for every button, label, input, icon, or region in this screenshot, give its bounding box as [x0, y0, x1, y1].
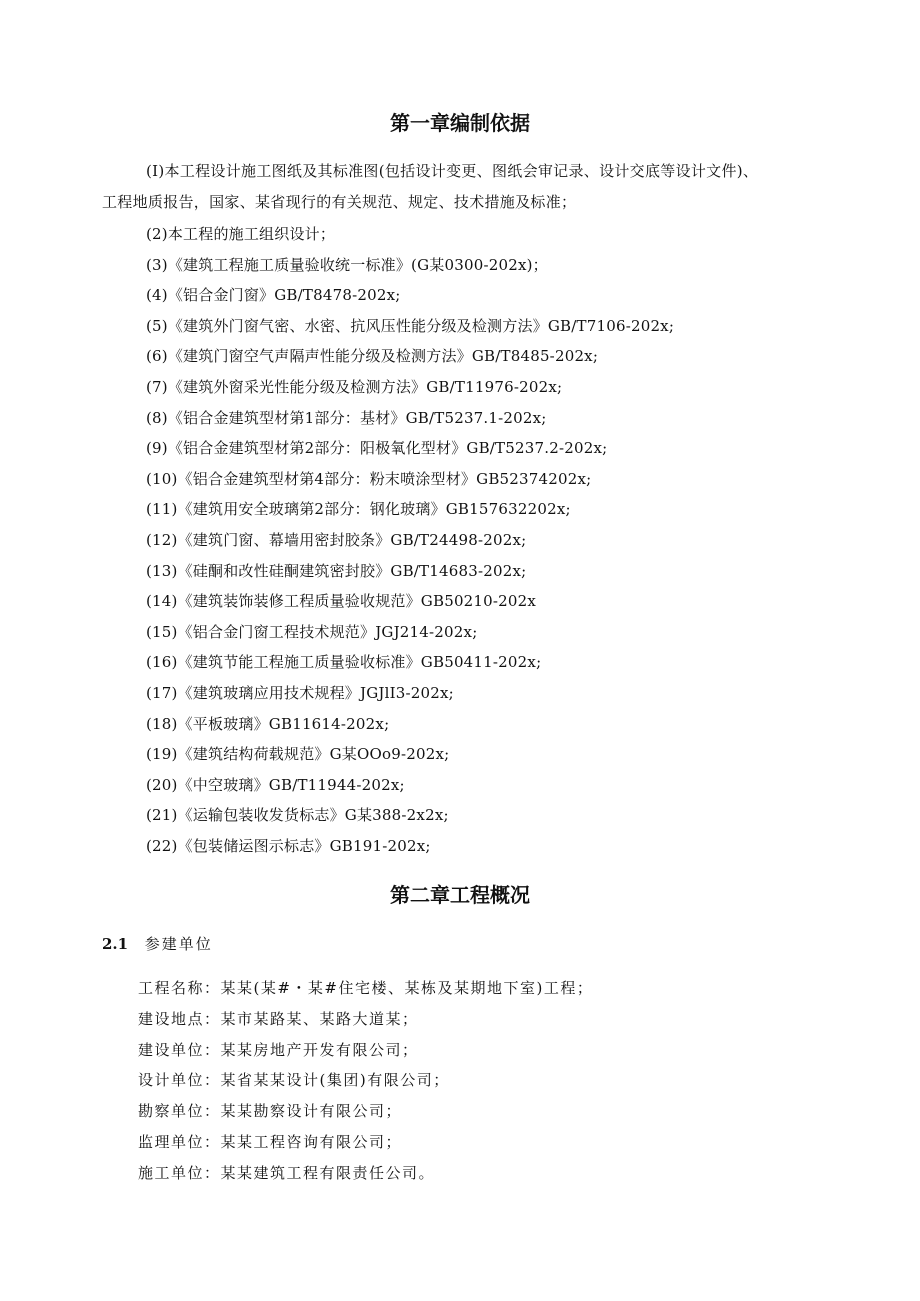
reference-item: (17)《建筑玻璃应用技术规程》JGJlI3-202x;	[146, 683, 454, 702]
reference-item: (16)《建筑节能工程施工质量验收标准》GB50411-202x;	[146, 653, 542, 672]
section-heading	[102, 933, 213, 954]
reference-item: (22)《包装储运图示标志》GB191-202x;	[146, 836, 431, 855]
intro-line-1: (I)本工程设计施工图纸及其标准图(包括设计变更、图纸会审记录、设计交底等设计文件)、	[146, 162, 759, 180]
reference-item: (20)《中空玻璃》GB∕T11944-202x;	[146, 775, 405, 794]
reference-item: (13)《硅酮和改性硅酮建筑密封胶》GB/T14683-202x;	[146, 561, 527, 580]
intro-paragraph	[102, 156, 830, 218]
chapter-2-title: 第二章工程概况	[390, 883, 530, 907]
reference-item: (5)《建筑外门窗气密、水密、抗风压性能分级及检测方法》GB∕T7106-202x;	[146, 316, 675, 335]
reference-item: (14)《建筑装饰装修工程质量验收规范》GB50210-202x	[146, 592, 537, 611]
participant-item: 监理单位：某某工程咨询有限公司；	[138, 1132, 403, 1151]
reference-item: (6)《建筑门窗空气声隔声性能分级及检测方法》GB∕T8485-202x;	[146, 347, 599, 366]
reference-item: (10)《铝合金建筑型材第4部分：粉末喷涂型材》GB52374202x;	[146, 469, 592, 488]
reference-item: (2)本工程的施工组织设计；	[146, 225, 336, 243]
participant-list	[138, 973, 593, 1189]
reference-item: (15)《铝合金门窗工程技术规范》JGJ214-202x;	[146, 622, 478, 641]
participant-item: 设计单位：某省某某设计(集团)有限公司；	[138, 1071, 450, 1090]
reference-item: (21)《运输包装收发货标志》G某388-2x2x;	[146, 806, 449, 825]
reference-item: (19)《建筑结构荷载规范》G某OOo9-202x;	[146, 745, 450, 764]
participant-item: 建设地点：某市某路某、某路大道某；	[138, 1009, 419, 1028]
reference-item: (12)《建筑门窗、幕墙用密封胶条》GB/T24498-202x;	[146, 530, 527, 549]
participant-item: 勘察单位：某某勘察设计有限公司；	[138, 1102, 403, 1121]
participant-item: 施工单位：某某建筑工程有限责任公司。	[138, 1163, 436, 1182]
reference-item: (3)《建筑工程施工质量验收统一标准》(G某0300-202x)；	[146, 255, 548, 274]
reference-item: (7)《建筑外窗采光性能分级及检测方法》GB∕T11976-202x;	[146, 377, 563, 396]
participant-item: 工程名称：某某(某#・某#住宅楼、某栋及某期地下室)工程；	[138, 979, 594, 997]
reference-item: (8)《铝合金建筑型材第1部分：基材》GB∕T5237.1-202x;	[146, 408, 547, 427]
chapter-1-title: 第一章编制依据	[390, 111, 530, 135]
reference-item: (18)《平板玻璃》GB11614-202x;	[146, 714, 390, 733]
section-number: 2.1	[102, 935, 129, 953]
reference-list	[146, 219, 674, 861]
reference-item: (4)《铝合金门窗》GB∕T8478-202x;	[146, 286, 401, 305]
participant-item: 建设单位：某某房地产开发有限公司；	[138, 1040, 419, 1059]
reference-item: (9)《铝合金建筑型材第2部分：阳极氧化型材》GB∕T5237.2-202x;	[146, 439, 608, 458]
reference-item: (11)《建筑用安全玻璃第2部分：钢化玻璃》GB157632202x;	[146, 500, 571, 519]
section-label: 参建单位	[144, 935, 213, 953]
intro-line-2: 工程地质报告，国家、某省现行的有关规范、规定、技术措施及标准；	[102, 193, 577, 211]
